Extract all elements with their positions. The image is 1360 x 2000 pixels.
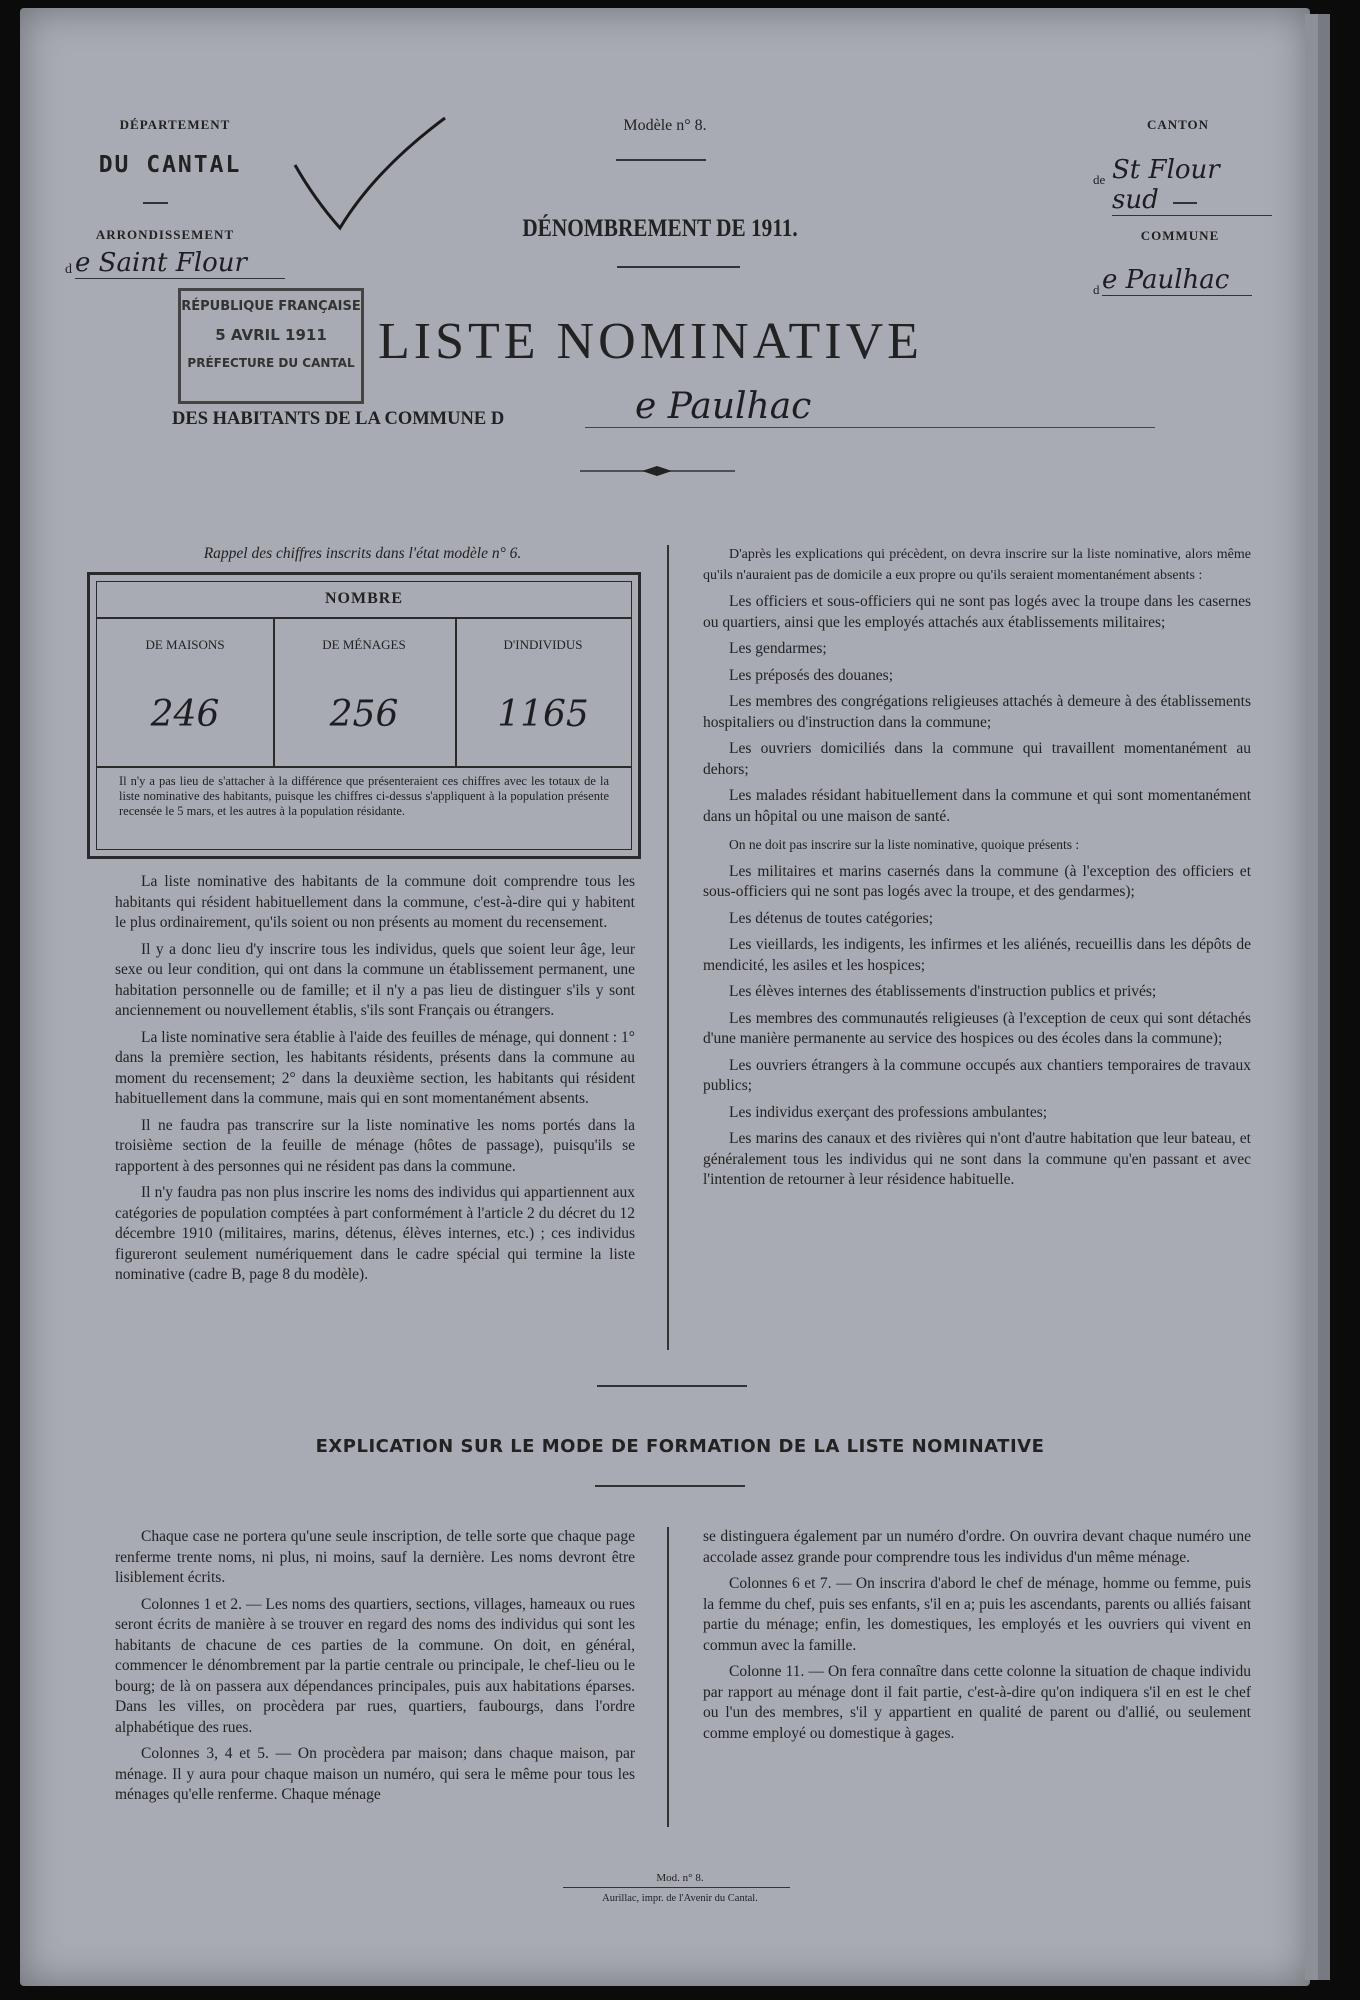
canton-handwritten: St Flour sud: [1112, 155, 1272, 216]
paragraph: Les militaires et marins casernés dans la commune (à l'exception des officiers et sous-officiers qui ne sont pas logés avec la troupe, et des gendarmes);: [703, 862, 1251, 900]
paragraph: Les marins des canaux et des rivières qui n'ont d'autre habitation que leur bateau, et généralement tous les individus qui ne sont dans la commune qu'en passant et avec l'intention de retourner à leur résidence habituelle.: [703, 1130, 1251, 1188]
paragraph: Colonnes 3, 4 et 5. — On procèdera par maison; dans chaque maison, par ménage. Il y aura pour chaque maison un numéro, qui sera le même pour tous les ménages qu'elle renferme. Chaque ménage: [115, 1745, 635, 1803]
nombre-heading: NOMBRE: [325, 590, 403, 607]
arrondissement-prefix: d: [65, 262, 72, 277]
commune-subtitle: DES HABITANTS DE LA COMMUNE D: [172, 409, 505, 429]
explication-left-text: [115, 1527, 635, 1812]
check-mark-icon: [280, 110, 450, 240]
divider: [1173, 202, 1197, 204]
paragraph: Colonne 11. — On fera connaître dans cette colonne la situation de chaque individu par rapport au ménage dont il fait partie, c'est-à-dire qu'on indiquera s'il en est le chef ou l'un des membres, s'il y appartient en qualité de parent ou d'allié, ou seulement comme employé ou domestique à gages.: [703, 1663, 1251, 1742]
paragraph: Les membres des congrégations religieuses attachés à demeure à des établissements hospitaliers ou d'instruction dans la commune;: [703, 693, 1251, 731]
rappel-table: [87, 572, 641, 859]
paragraph: La liste nominative sera établie à l'aide des feuilles de ménage, qui donnent : 1° dans la première section, les habitants résidents, présents dans la commune au moment du recensement; 2° dans la deuxième section, les habitants qui résident habituellement dans la commune, mais qui en sont momentanément absents.: [115, 1028, 635, 1107]
explication-title: EXPLICATION SUR LE MODE DE FORMATION DE LA LISTE NOMINATIVE: [315, 1436, 1045, 1457]
paragraph: La liste nominative des habitants de la commune doit comprendre tous les habitants qui résident habituellement dans la commune, c'est-à-dire qui y habitent le plus ordinairement, qu'ils soient ou non présents au moment du recensement.: [115, 873, 635, 931]
denombrement-title: DÉNOMBREMENT DE 1911.: [522, 215, 798, 242]
liste-nominative-title: LISTE NOMINATIVE: [378, 313, 923, 370]
footer-model: Mod. n° 8.: [656, 1872, 704, 1884]
column-separator: [667, 1527, 669, 1827]
paragraph: Colonnes 1 et 2. — Les noms des quartiers, sections, villages, hameaux ou rues seront écrits de manière à se trouver en regard des noms des individus qui sont les habitants de chacune de ces parties de la commune. On doit, en général, commencer le dénombrement par la partie centrale ou principale, le chef-lieu ou le bourg; de là on passera aux dépendances principales, puis aux habitations éparses. Dans les villes, on procèdera par rues, quartiers, faubourgs, dans l'ordre alphabétique des rues.: [115, 1595, 635, 1736]
divider: [597, 1385, 747, 1387]
page-edge: [1318, 14, 1330, 1980]
rappel-caption: Rappel des chiffres inscrits dans l'état modèle n° 6.: [203, 545, 522, 562]
paragraph: Les ouvriers domiciliés dans la commune qui travaillent momentanément au dehors;: [703, 740, 1251, 778]
arrondissement-handwritten: e Saint Flour: [75, 248, 285, 279]
canton-label: CANTON: [1146, 117, 1210, 132]
col-menages-header: DE MÉNAGES: [322, 637, 406, 652]
paragraph: Les élèves internes des établissements d'instruction publics et privés;: [729, 983, 1157, 1000]
paragraph: Il n'y faudra pas non plus inscrire les noms des individus qui appartiennent aux catégories de population comptées à part conformément à l'article 2 du décret du 12 décembre 1910 (militaires, marins, détenus, élèves internes, etc.) ; ces individus figureront seulement numériquement dans le cadre spécial qui termine la liste nominative (cadre B, page 8 du modèle).: [115, 1184, 635, 1283]
maisons-value: 246: [150, 694, 220, 735]
divider: [563, 1887, 790, 1888]
paragraph: Les individus exerçant des professions ambulantes;: [729, 1103, 1048, 1121]
rappel-note: Il n'y a pas lieu de s'attacher à la différence que présenteraient ces chiffres avec les totaux de la liste nominative des habitants, puisque les chiffres ci-dessus s'appliquent à la population présente recensée le 5 mars, et les autres à la population résidante.: [119, 774, 609, 818]
divider: [616, 159, 706, 161]
paragraph: Les préposés des douanes;: [729, 666, 893, 684]
left-column-text: [115, 872, 635, 1292]
paragraph: Les membres des communautés religieuses (à l'exception de ceux qui sont détachés d'une manière permanente au service des hospices ou des écoles dans la commune);: [703, 1009, 1251, 1047]
paragraph: Les malades résidant habituellement dans la commune et qui sont momentanément dans un hôpital ou une maison de santé.: [703, 787, 1251, 825]
paragraph: On ne doit pas inscrire sur la liste nominative, quoique présents :: [729, 837, 1080, 852]
commune-handwritten-right: e Paulhac: [1102, 265, 1252, 296]
divider: [595, 1485, 745, 1487]
footer-imprimeur: Aurillac, impr. de l'Avenir du Cantal.: [602, 1893, 758, 1904]
stamp-date: 5 AVRIL 1911: [215, 326, 327, 344]
commune-label: COMMUNE: [1140, 228, 1220, 243]
arrondissement-label: ARRONDISSEMENT: [95, 227, 235, 242]
paragraph: se distinguera également par un numéro d'ordre. On ouvrira devant chaque numéro une accolade assez grande pour comprendre tous les individus d'un même ménage.: [703, 1528, 1251, 1566]
departement-value: DU CANTAL: [98, 152, 242, 178]
commune-handwritten: e Paulhac: [585, 386, 1155, 428]
paragraph: Il ne faudra pas transcrire sur la liste nominative les noms portés dans la troisième section de la feuille de ménage (hôtes de passage), puisqu'ils se rapportent à des personnes qui ne résident pas dans la commune.: [115, 1116, 635, 1175]
departement-label: DÉPARTEMENT: [119, 117, 231, 132]
paragraph: Les ouvriers étrangers à la commune occupés aux chantiers temporaires de travaux publics;: [703, 1056, 1251, 1094]
paragraph: Les officiers et sous-officiers qui ne sont pas logés avec la troupe dans les casernes ou quartiers, ainsi que les employés attachés aux établissements militaires;: [703, 593, 1251, 631]
paragraph: Il y a donc lieu d'y inscrire tous les individus, quels que soient leur âge, leur sexe ou leur condition, qui ont dans la commune un établissement permanent, une habitation personnelle ou de famille; et il n'y a pas lieu de distinguer s'ils y sont anciennement ou nouvellement établis, s'ils sont Français ou étrangers.: [115, 940, 635, 1019]
canton-prefix: de: [1093, 172, 1106, 187]
paragraph: Chaque case ne portera qu'une seule inscription, de telle sorte que chaque page renferme trente noms, ni plus, ni moins, sauf la dernière. Les noms devront être lisiblement écrits.: [115, 1528, 635, 1586]
divider: [617, 266, 740, 268]
paragraph: Colonnes 6 et 7. — On inscrira d'abord le chef de ménage, homme ou femme, puis la femme du chef, puis ses enfants, s'il en a; puis les ascendants, parents ou alliés faisant partie du ménage; enfin, les domestiques, les employés et les ouvriers qui vivent en commun avec la famille.: [703, 1575, 1251, 1654]
right-column-text: [703, 545, 1251, 1197]
paragraph: Les détenus de toutes catégories;: [729, 909, 934, 927]
ornament-divider: [580, 465, 735, 477]
modele-label: Modèle n° 8.: [623, 117, 707, 134]
individus-value: 1165: [497, 694, 589, 735]
column-separator: [667, 545, 669, 1350]
divider: [143, 202, 168, 204]
stamp-line-1: RÉPUBLIQUE FRANÇAISE: [181, 299, 361, 314]
col-maisons-header: DE MAISONS: [145, 637, 225, 652]
col-individus-header: D'INDIVIDUS: [503, 637, 583, 652]
paragraph: Les vieillards, les indigents, les infirmes et les aliénés, recueillis dans les dépôts de mendicité, les asiles et les hospices;: [703, 936, 1251, 974]
menages-value: 256: [329, 694, 399, 735]
prefecture-stamp: [178, 288, 364, 404]
paragraph: D'après les explications qui précèdent, on devra inscrire sur la liste nominative, alors même qu'ils n'auraient pas de domicile a eux propre ou qu'ils seraient momentanément absents :: [703, 547, 1251, 583]
paragraph: Les gendarmes;: [729, 640, 827, 657]
stamp-line-3: PRÉFECTURE DU CANTAL: [187, 356, 355, 370]
commune-prefix: d: [1093, 282, 1100, 297]
explication-right-text: [703, 1527, 1251, 1750]
